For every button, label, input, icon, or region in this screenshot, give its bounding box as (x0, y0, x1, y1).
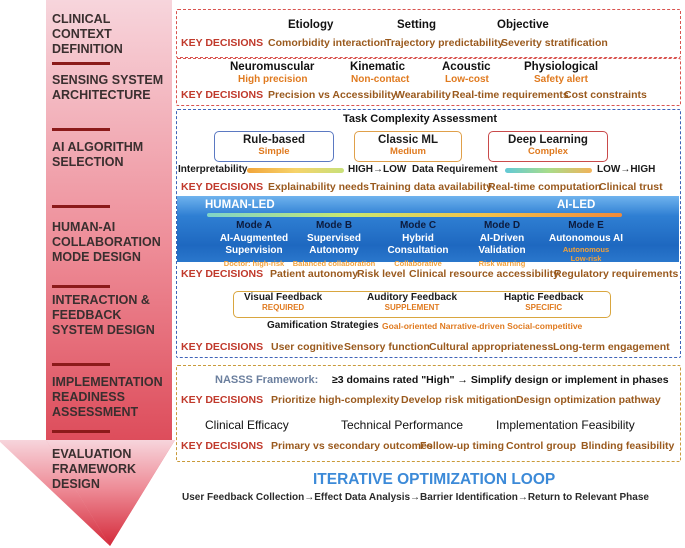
key-decisions-label: KEY DECISIONS (181, 394, 264, 406)
mode-b (292, 220, 376, 270)
model-level: Complex (527, 146, 569, 157)
clinical-decision: Comorbidity interaction (268, 37, 387, 49)
sensing-type-kinematic: Kinematic (350, 61, 405, 73)
model-level: Medium (390, 146, 426, 157)
sensing-type-acoustic: Acoustic (442, 61, 491, 73)
collab-decision: Clinical resource accessibility (409, 268, 559, 280)
ai-decision: Real-time computation (488, 181, 602, 193)
data-requirement-label: Data Requirement (412, 164, 498, 175)
data-requirement-direction: LOW→HIGH (597, 164, 656, 175)
sensing-decision: Wearability (395, 89, 451, 101)
key-decisions-label: KEY DECISIONS (181, 268, 264, 280)
mode-note: Risk warning (478, 258, 526, 268)
stage-separator (52, 285, 110, 288)
mode-label: Mode B (315, 220, 353, 231)
sensing-decision: Precision vs Accessibility (268, 89, 397, 101)
sensing-value: Safety alert (534, 74, 588, 85)
clinical-decision: Trajectory predictability (385, 37, 504, 49)
stage-separator (52, 205, 110, 208)
human-led-label: HUMAN-LED (205, 199, 275, 211)
ai-decision: Explainability needs (268, 181, 369, 193)
model-name: Classic ML (377, 134, 439, 146)
mode-e (544, 220, 628, 263)
stage-separator (52, 363, 110, 366)
feedback-name: Haptic Feedback (504, 292, 584, 303)
feedback-decision: User cognitive (271, 341, 344, 353)
mode-label: Mode C (399, 220, 437, 231)
ai-task-title: Task Complexity Assessment (343, 113, 498, 125)
stage-evaluation-framework: EVALUATION FRAMEWORK DESIGN (52, 447, 137, 491)
eval-decision: Follow-up timing (420, 440, 504, 452)
data-requirement-gradient (505, 168, 592, 173)
loop-title: ITERATIVE OPTIMIZATION LOOP (313, 471, 556, 488)
feedback-tag: REQUIRED (261, 303, 305, 312)
mode-label: Mode D (483, 220, 521, 231)
mode-line: AI-Driven (479, 232, 525, 244)
clinical-header-setting: Setting (397, 19, 436, 31)
model-name: Deep Learning (508, 134, 588, 146)
sensing-decision: Cost constraints (564, 89, 647, 101)
stage-collaboration-mode: HUMAN-AI COLLABORATION MODE DESIGN (52, 220, 161, 264)
interpretability-gradient (247, 168, 344, 173)
mode-a (212, 220, 296, 270)
model-rule-based (214, 131, 334, 162)
readiness-decision: Prioritize high-complexity (271, 394, 400, 406)
stage-separator (52, 128, 110, 131)
mode-note: Balanced collaboration (292, 258, 376, 268)
mode-line: AI-Augmented (219, 232, 289, 244)
key-decisions-label: KEY DECISIONS (181, 37, 264, 49)
key-decisions-label: KEY DECISIONS (181, 181, 264, 193)
mode-line: Validation (478, 245, 526, 256)
mode-label: Mode A (236, 220, 272, 231)
clinical-context-box (176, 9, 681, 58)
collab-decision: Regulatory requirements (554, 268, 679, 280)
sensing-value: Low-cost (445, 74, 489, 85)
loop-steps: User Feedback Collection→Effect Data Analysis→Barrier Identification→Return to Relevant Phase (182, 492, 649, 503)
sensing-value: High precision (238, 74, 308, 85)
sensing-decision: Real-time requirements (452, 89, 569, 101)
stage-clinical-context: CLINICAL CONTEXT DEFINITION (52, 12, 123, 56)
model-classic-ml (354, 131, 462, 162)
stage-separator (52, 430, 110, 433)
eval-header-efficacy: Clinical Efficacy (205, 418, 289, 432)
stage-implementation-readiness: IMPLEMENTATION READINESS ASSESSMENT (52, 375, 163, 419)
mode-line: Consultation (387, 245, 449, 256)
stage-separator (52, 62, 110, 65)
mode-line: Autonomous AI (548, 232, 624, 244)
stage-interaction-feedback: INTERACTION & FEEDBACK SYSTEM DESIGN (52, 293, 155, 337)
feedback-auditory (367, 292, 457, 312)
stage-sensing-system: SENSING SYSTEM ARCHITECTURE (52, 73, 164, 102)
eval-decision: Control group (506, 440, 576, 452)
mode-line: Autonomy (309, 245, 359, 256)
sensing-type-neuromuscular: Neuromuscular (230, 61, 315, 73)
sensing-value: Non-contact (351, 74, 410, 85)
mode-c (376, 220, 460, 270)
model-name: Rule-based (243, 134, 305, 146)
feedback-decision: Sensory function (344, 341, 430, 353)
nasss-rule: ≥3 domains rated "High" → Simplify design or implement in phases (332, 374, 669, 386)
model-deep-learning (488, 131, 608, 162)
mode-d (460, 220, 544, 270)
mode-note: Collaborative (394, 258, 442, 268)
eval-header-technical: Technical Performance (341, 418, 464, 432)
eval-header-feasibility: Implementation Feasibility (496, 418, 635, 432)
key-decisions-label: KEY DECISIONS (181, 341, 264, 353)
feedback-name: Visual Feedback (244, 292, 323, 303)
interpretability-direction: HIGH→LOW (348, 164, 407, 175)
gamification-label: Gamification Strategies (267, 320, 379, 331)
feedback-visual (244, 292, 322, 312)
model-level: Simple (258, 146, 290, 157)
ai-decision: Clinical trust (599, 181, 663, 193)
clinical-header-objective: Objective (497, 19, 549, 31)
ai-decision: Training data availability (370, 181, 492, 193)
readiness-decision: Develop risk mitigation (401, 394, 517, 406)
eval-decision: Primary vs secondary outcomes (271, 440, 433, 452)
mode-note: Autonomous Low-risk (562, 245, 610, 263)
feedback-tag: SPECIFIC (525, 303, 563, 312)
feedback-haptic (504, 292, 583, 312)
collab-decision: Patient autonomy (270, 268, 359, 280)
nasss-label: NASSS Framework: (215, 374, 319, 386)
feedback-decision: Long-term engagement (553, 341, 670, 353)
feedback-tag: SUPPLEMENT (384, 303, 440, 312)
key-decisions-label: KEY DECISIONS (181, 440, 264, 452)
clinical-decision: Severity stratification (501, 37, 608, 49)
eval-decision: Blinding feasibility (581, 440, 675, 452)
feedback-name: Auditory Feedback (367, 292, 458, 303)
collab-decision: Risk level (357, 268, 406, 280)
feedback-decision: Cultural appropriateness (429, 341, 554, 353)
mode-line: Supervision (225, 245, 283, 256)
key-decisions-label: KEY DECISIONS (181, 89, 264, 101)
collaboration-gradient (207, 213, 622, 217)
clinical-header-etiology: Etiology (288, 19, 334, 31)
sensing-type-physiological: Physiological (524, 61, 599, 73)
mode-note: Doctor: high-risk (223, 258, 285, 268)
gamification-value: Goal-oriented Narrative-driven Social-competitive (382, 321, 583, 331)
readiness-decision: Design optimization pathway (516, 394, 661, 406)
mode-line: Hybrid (402, 232, 434, 244)
mode-label: Mode E (568, 220, 604, 231)
interpretability-label: Interpretability (178, 164, 248, 175)
mode-line: Supervised (307, 232, 361, 244)
stage-ai-algorithm: AI ALGORITHM SELECTION (52, 140, 144, 169)
ai-led-label: AI-LED (557, 199, 596, 211)
